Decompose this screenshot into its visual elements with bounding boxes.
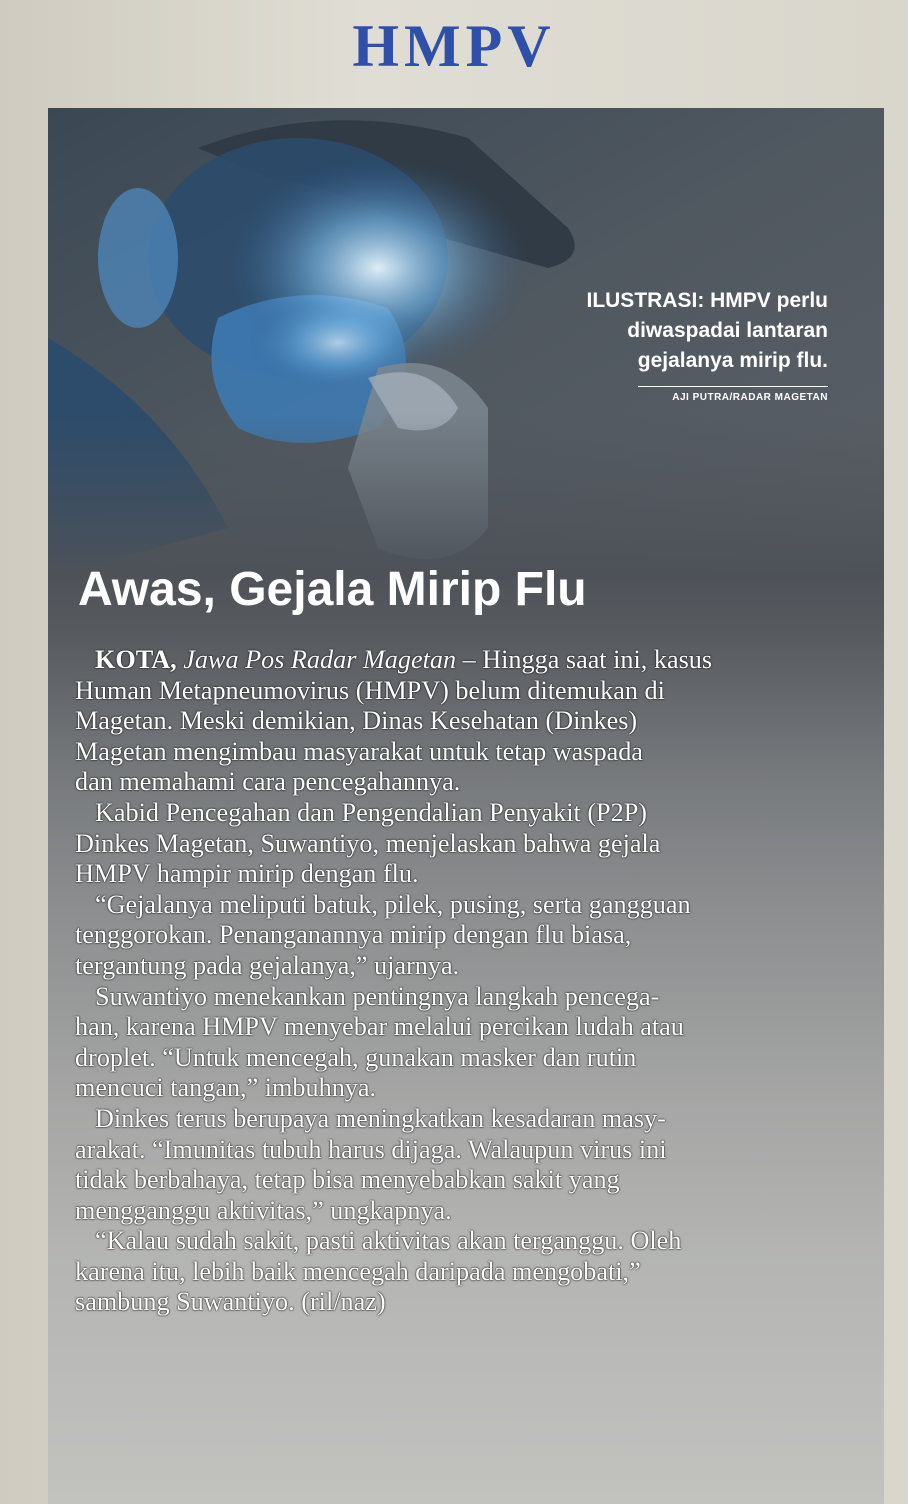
dateline-source: Jawa Pos Radar Magetan xyxy=(183,645,457,674)
body-line: droplet. “Untuk mencegah, gunakan masker dan rutin xyxy=(75,1042,637,1072)
body-text: Hingga saat ini, kasus xyxy=(482,645,713,674)
caption-line: diwaspadai lantaran xyxy=(627,319,828,342)
dateline-place: KOTA, xyxy=(95,645,177,674)
body-line: tergantung pada gejalanya,” ujarnya. xyxy=(75,950,460,980)
body-line: “Gejalanya meliputi batuk, pilek, pusing, serta gangguan xyxy=(95,889,691,919)
article-panel xyxy=(48,108,884,1504)
body-line: Magetan mengimbau masyarakat untuk tetap waspada xyxy=(75,736,643,766)
body-line: mengganggu aktivitas,” ungkapnya. xyxy=(75,1195,452,1225)
caption-line: gejalanya mirip flu. xyxy=(637,349,828,372)
dateline-dash: – xyxy=(456,645,483,674)
caption-line: ILUSTRASI: HMPV perlu xyxy=(586,289,828,312)
photo-caption xyxy=(528,286,828,405)
body-line: han, karena HMPV menyebar melalui percikan ludah atau xyxy=(75,1012,684,1042)
article-headline: Awas, Gejala Mirip Flu xyxy=(78,563,587,616)
body-line: tidak berbahaya, tetap bisa menyebabkan sakit yang xyxy=(75,1165,620,1195)
section-rubric: HMPV xyxy=(352,13,556,79)
body-line: dan memahami cara pencegahannya. xyxy=(75,767,461,797)
article-body xyxy=(75,645,865,1318)
body-line: karena itu, lebih baik mencegah daripada mengobati,” xyxy=(75,1256,641,1286)
photo-credit: AJI PUTRA/RADAR MAGETAN xyxy=(638,386,828,405)
body-line xyxy=(75,645,865,676)
body-line: Kabid Pencegahan dan Pengendalian Penyakit (P2P) xyxy=(95,797,647,827)
body-line: sambung Suwantiyo. (ril/naz) xyxy=(75,1287,386,1317)
body-line: tenggorokan. Penanganannya mirip dengan flu biasa, xyxy=(75,920,632,950)
body-line: Human Metapneumovirus (HMPV) belum ditemukan di xyxy=(75,675,665,705)
body-line: Suwantiyo menekankan pentingnya langkah pencega- xyxy=(95,981,660,1011)
body-line: HMPV hampir mirip dengan flu. xyxy=(75,859,419,889)
body-line: “Kalau sudah sakit, pasti aktivitas akan terganggu. Oleh xyxy=(95,1226,682,1256)
body-line: Magetan. Meski demikian, Dinas Kesehatan (Dinkes) xyxy=(75,706,638,736)
body-line: mencuci tangan,” imbuhnya. xyxy=(75,1073,377,1103)
body-line: Dinkes Magetan, Suwantiyo, menjelaskan bahwa gejala xyxy=(75,828,661,858)
body-line: arakat. “Imunitas tubuh harus dijaga. Walaupun virus ini xyxy=(75,1134,667,1164)
body-line: Dinkes terus berupaya meningkatkan kesadaran masy- xyxy=(95,1103,666,1133)
